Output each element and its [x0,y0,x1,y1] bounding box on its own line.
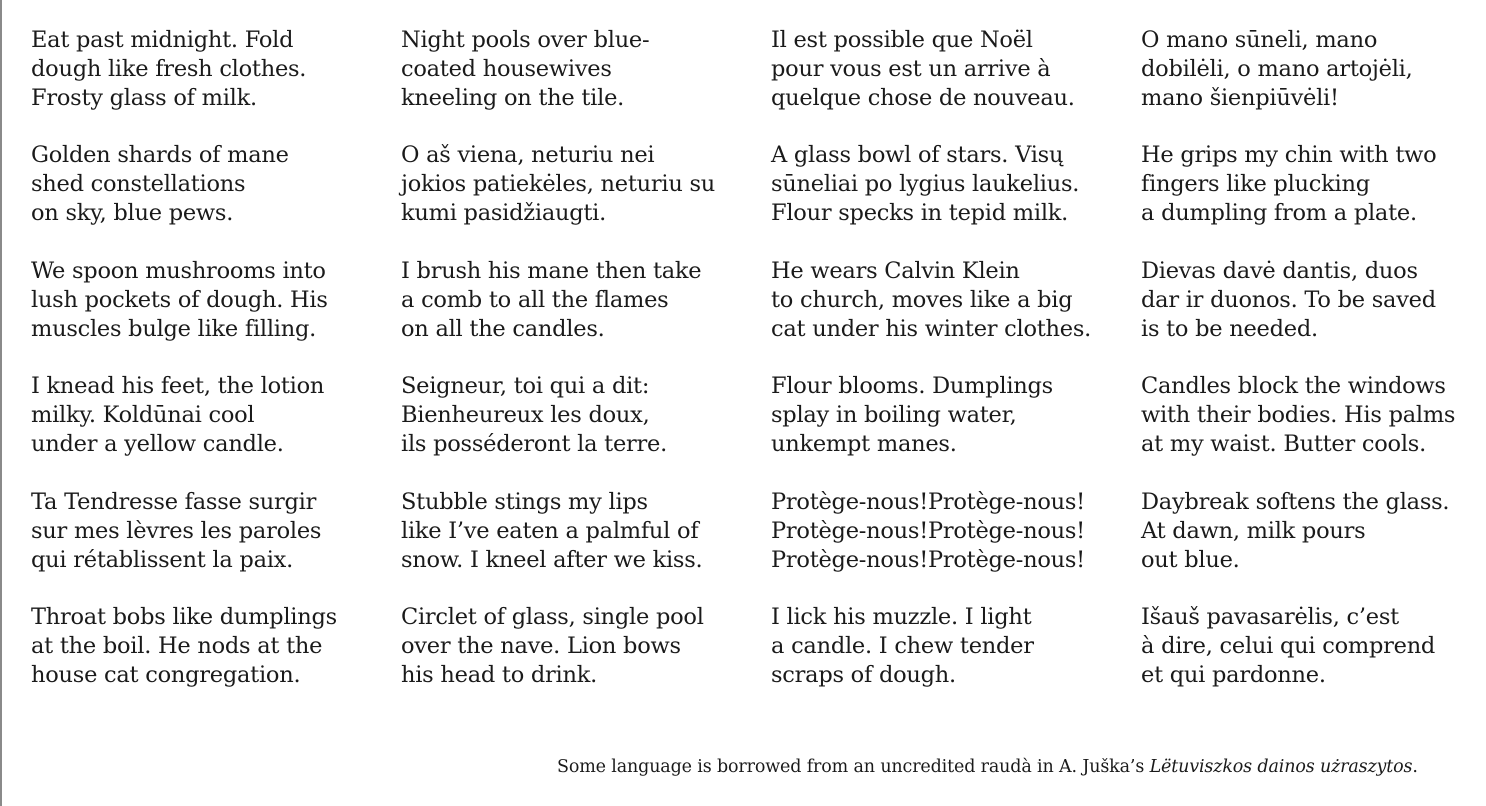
stanza [31,488,401,603]
poem-line: He grips my chin with two [1141,142,1437,169]
stanza [1141,603,1471,718]
stanza [1141,488,1471,603]
poem-line: lush pockets of dough. His [31,286,328,313]
poem-line: Išauš pavasarėlis, c’est [1141,603,1399,630]
poem-line: like I’ve eaten a palmful of [401,517,699,544]
stanza [1141,372,1471,487]
poem-line: Protège-nous!Protège-nous! [771,517,1085,544]
poem-line: with their bodies. His palms [1141,402,1456,429]
stanza [771,141,1141,256]
poem-line: over the nave. Lion bows [401,632,681,659]
poem-line: Flour specks in tepid milk. [771,200,1069,227]
poem-line: Protège-nous!Protège-nous! [771,488,1085,515]
stanza [771,372,1141,487]
poem-line: Ta Tendresse fasse surgir [31,488,317,515]
poem-line: at my waist. Butter cools. [1141,431,1426,458]
stanza [401,372,771,487]
footnote-text: Some language is borrowed from an uncredited raudà in A. Juška’s [557,757,1150,777]
poem-line: Il est possible que Noël [771,27,1033,53]
poem-line: Candles block the windows [1141,373,1446,400]
poem-line: dobilėli, o mano artojėli, [1141,56,1413,82]
stanza [401,26,771,141]
stanza [771,603,1141,718]
stanza [771,26,1141,141]
stanza [401,603,771,718]
stanza [771,257,1141,372]
poem-line: to church, moves like a big [771,286,1073,313]
poem-line: et qui pardonne. [1141,661,1326,688]
stanza [31,603,401,718]
stanza [401,141,771,256]
footnote-end: . [1412,757,1418,777]
poem-line: jokios patiekėles, neturiu su [401,171,716,198]
footnote [557,755,1418,779]
poem-line: a comb to all the flames [401,286,669,313]
poem-line: cat under his winter clothes. [771,315,1092,342]
poem-line: O aš viena, neturiu nei [401,142,655,169]
poem-grid [31,26,1471,718]
poem-line: I lick his muzzle. I light [771,603,1032,630]
poem-line: Stubble stings my lips [401,488,648,515]
poem-line: scraps of dough. [771,661,956,688]
stanza [1141,257,1471,372]
stanza [1141,26,1471,141]
poem-line: kumi pasidžiaugti. [401,200,607,227]
poem-line: coated housewives [401,56,612,82]
poem-line: milky. Koldūnai cool [31,402,255,429]
poem-line: sur mes lèvres les paroles [31,517,322,544]
stanza [31,372,401,487]
poem-line: dar ir duonos. To be saved [1141,286,1436,313]
poem-line: on sky, blue pews. [31,200,234,227]
poem-line: his head to drink. [401,661,598,688]
poem-line: house cat congregation. [31,661,301,688]
poem-line: Bienheureux les doux, [401,402,650,429]
poem-line: pour vous est un arrive à [771,56,1051,82]
poem-line: O mano sūneli, mano [1141,27,1378,53]
stanza [1141,141,1471,256]
poem-line: unkempt manes. [771,431,957,458]
poem-line: snow. I kneel after we kiss. [401,546,703,573]
poem-line: I brush his mane then take [401,257,702,284]
stanza [401,488,771,603]
footnote-book-title: Lëtuviszkos dainos użraszytos [1149,757,1413,777]
poem-line: muscles bulge like filling. [31,315,317,342]
stanza [31,257,401,372]
poem-line: is to be needed. [1141,315,1318,342]
poem-line: ils posséderont la terre. [401,431,668,458]
poem-line: Eat past midnight. Fold [31,27,294,53]
poem-line: a candle. I chew tender [771,632,1034,659]
poem-line: splay in boiling water, [771,402,1017,429]
stanza [771,488,1141,603]
poem-line: We spoon mushrooms into [31,257,326,284]
stanza [31,141,401,256]
poem-line: Night pools over blue- [401,27,650,53]
poem-line: I knead his feet, the lotion [31,373,325,400]
poem-line: Protège-nous!Protège-nous! [771,546,1085,573]
poem-line: Throat bobs like dumplings [31,603,337,630]
poem-line: qui rétablissent la paix. [31,546,294,573]
poem-line: Circlet of glass, single pool [401,603,704,630]
stanza [401,257,771,372]
poem-line: out blue. [1141,546,1240,573]
poem-line: dough like fresh clothes. [31,56,307,82]
poem-line: Dievas davė dantis, duos [1141,257,1418,284]
poem-line: A glass bowl of stars. Visų [771,142,1064,169]
poem-line: at the boil. He nods at the [31,632,323,659]
poem-line: He wears Calvin Klein [771,257,1020,284]
poem-line: à dire, celui qui comprend [1141,632,1436,659]
poem-line: sūneliai po lygius laukelius. [771,171,1080,198]
poem-line: kneeling on the tile. [401,85,625,111]
poem-line: At dawn, milk pours [1141,517,1366,544]
poem-line: Frosty glass of milk. [31,85,257,111]
poem-line: fingers like plucking [1141,171,1370,198]
poem-line: Golden shards of mane [31,142,289,169]
poem-line: shed constellations [31,171,246,198]
page-left-edge-rule [0,0,2,806]
poem-line: on all the candles. [401,315,605,342]
poem-line: under a yellow candle. [31,431,284,458]
poem-line: quelque chose de nouveau. [771,85,1075,111]
poem-line: Flour blooms. Dumplings [771,373,1053,400]
poem-line: Seigneur, toi qui a dit: [401,373,650,400]
poem-line: mano šienpiūvėli! [1141,85,1339,111]
poem-line: Daybreak softens the glass. [1141,488,1450,515]
poem-line: a dumpling from a plate. [1141,200,1417,227]
stanza [31,26,401,141]
